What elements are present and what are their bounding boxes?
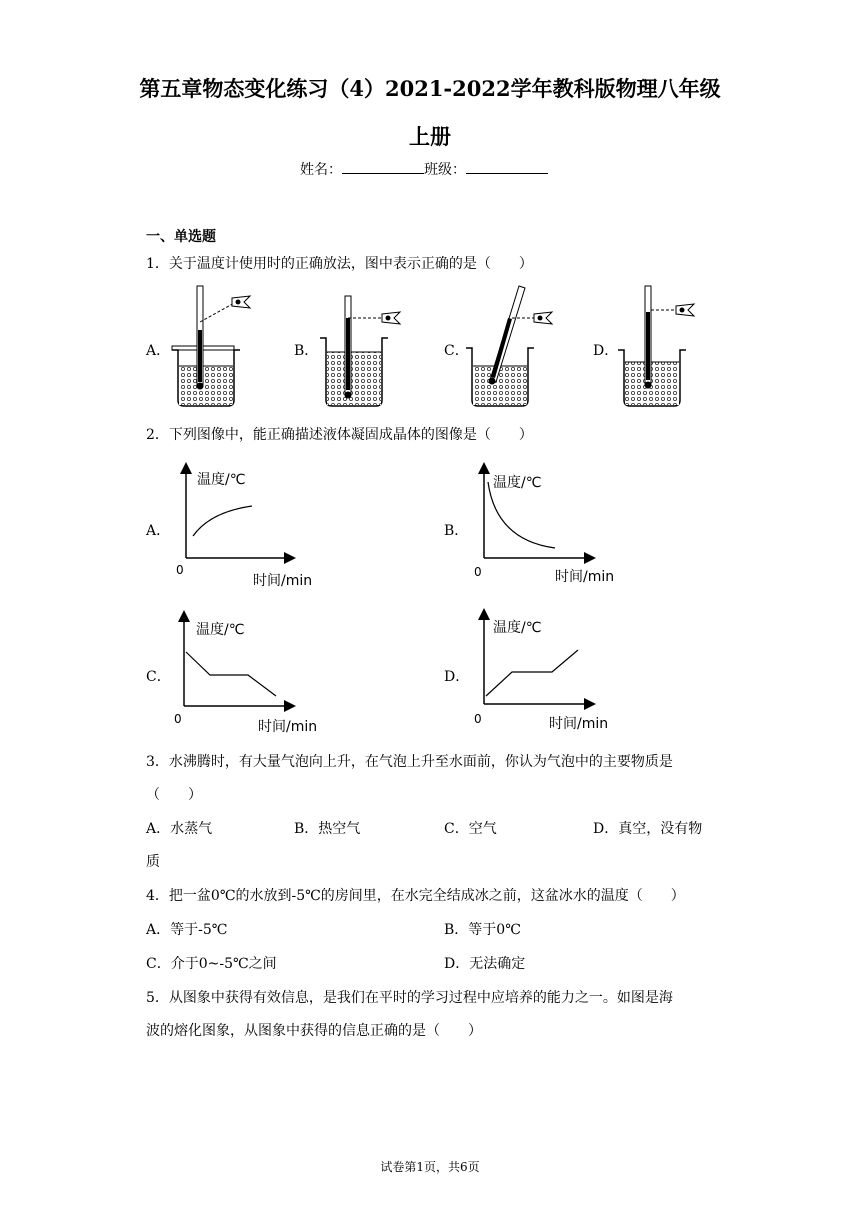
q2-graph-c — [174, 616, 317, 735]
q2-a-ylabel: 温度/℃ — [197, 472, 246, 488]
q2-c-xlabel: 时间/min — [258, 719, 318, 735]
q4-stem: 4．把一盆0℃的水放到-5℃的房间里，在水完全结成冰之前，这盆冰水的温度（ ） — [146, 888, 685, 904]
q1-figures — [0, 0, 860, 420]
q4-option-d: D．无法确定 — [444, 956, 526, 972]
q2-option-c: C． — [146, 669, 171, 685]
q4-option-a: A．等于-5℃ — [146, 922, 228, 938]
q2-b-xlabel: 时间/min — [555, 569, 615, 585]
q1-option-c: C． — [444, 343, 469, 359]
name-label: 姓名： — [300, 162, 342, 178]
page-title-line2: 上册 — [409, 124, 451, 149]
q5-stem-line2: 波的熔化图象，从图象中获得的信息正确的是（ ） — [146, 1023, 482, 1039]
q1-figure-b — [320, 296, 400, 406]
q1-figure-a — [172, 286, 250, 406]
q3-stem-line2: （ ） — [146, 787, 202, 803]
q2-a-origin: 0 — [176, 563, 184, 577]
q3-stem-line1: 3．水沸腾时，有大量气泡向上升，在气泡上升至水面前，你认为气泡中的主要物质是 — [146, 754, 673, 770]
q2-d-xlabel: 时间/min — [549, 716, 609, 732]
q4-option-c: C．介于0~-5℃之间 — [146, 956, 277, 972]
q2-c-ylabel: 温度/℃ — [196, 622, 245, 638]
q1-option-a: A． — [146, 343, 171, 359]
q2-c-origin: 0 — [174, 712, 182, 726]
q3-option-d: D．真空，没有物 — [593, 821, 703, 837]
q1-figure-d — [618, 286, 694, 406]
q2-graphs — [0, 440, 860, 740]
q2-a-xlabel: 时间/min — [253, 573, 313, 589]
q2-graph-a — [176, 468, 312, 589]
q2-b-origin: 0 — [474, 565, 482, 579]
q2-d-origin: 0 — [474, 712, 482, 726]
q5-stem-line1: 5．从图象中获得有效信息，是我们在平时的学习过程中应培养的能力之一。如图是海 — [146, 990, 673, 1006]
section-heading: 一、单选题 — [146, 229, 216, 245]
q3-option-c: C．空气 — [444, 821, 497, 837]
q2-d-ylabel: 温度/℃ — [493, 620, 542, 636]
q3-option-b: B．热空气 — [294, 821, 361, 837]
page-footer: 试卷第1页，共6页 — [380, 1160, 480, 1174]
q3-option-a: A．水蒸气 — [146, 821, 213, 837]
q2-b-ylabel: 温度/℃ — [493, 475, 542, 491]
q1-stem: 1．关于温度计使用时的正确放法，图中表示正确的是（ ） — [146, 256, 533, 272]
class-label: 班级： — [424, 162, 466, 178]
q1-option-d: D． — [593, 343, 619, 359]
q2-option-b: B． — [444, 523, 469, 539]
q1-figure-c — [466, 286, 552, 406]
page-title-line1: 第五章物态变化练习（4）2021-2022学年教科版物理八年级 — [139, 76, 721, 101]
q1-option-b: B． — [294, 343, 319, 359]
q2-graph-b — [474, 468, 614, 585]
q4-option-b: B．等于0℃ — [444, 922, 521, 938]
q2-stem: 2．下列图像中，能正确描述液体凝固成晶体的图像是（ ） — [146, 427, 533, 443]
q3-option-d-wrap: 质 — [146, 854, 160, 870]
q2-graph-d — [474, 614, 608, 732]
q2-option-d: D． — [444, 669, 470, 685]
q2-option-a: A． — [146, 523, 171, 539]
